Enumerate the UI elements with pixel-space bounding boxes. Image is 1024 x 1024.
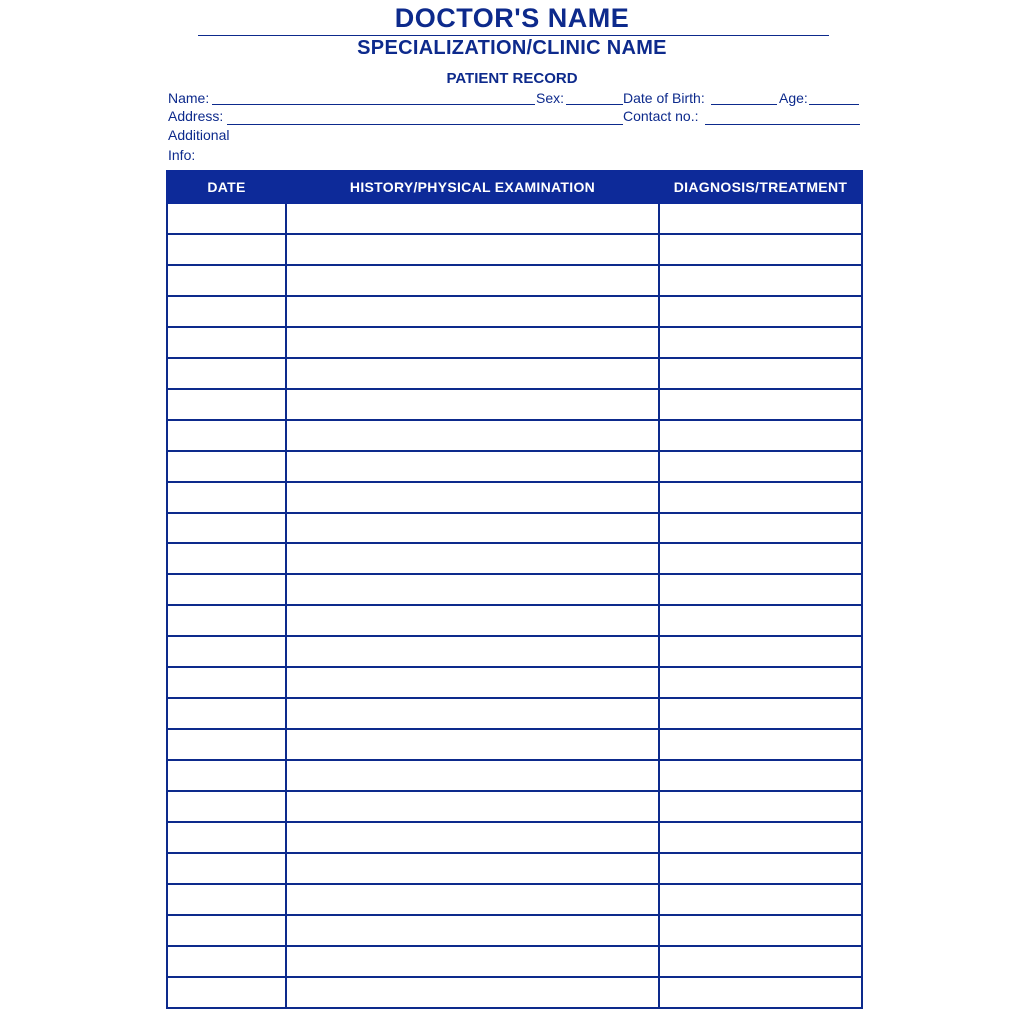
diagnosis-column-header: DIAGNOSIS/TREATMENT — [659, 171, 862, 203]
date-of-birth-field[interactable] — [711, 104, 777, 105]
diagnosis-cell[interactable] — [659, 234, 862, 265]
history-cell[interactable] — [286, 358, 659, 389]
table-row — [167, 482, 862, 513]
table-row — [167, 667, 862, 698]
date-cell[interactable] — [167, 574, 286, 605]
date-cell[interactable] — [167, 327, 286, 358]
history-cell[interactable] — [286, 698, 659, 729]
diagnosis-cell[interactable] — [659, 389, 862, 420]
diagnosis-cell[interactable] — [659, 296, 862, 327]
table-row — [167, 853, 862, 884]
table-row — [167, 234, 862, 265]
table-header-row — [167, 171, 862, 203]
history-cell[interactable] — [286, 420, 659, 451]
contact-label: Contact no.: — [623, 108, 699, 124]
table-row — [167, 265, 862, 296]
patient-record-heading: PATIENT RECORD — [446, 70, 578, 87]
date-cell[interactable] — [167, 698, 286, 729]
additional-label: Additional — [168, 127, 230, 143]
table-row — [167, 977, 862, 1008]
diagnosis-cell[interactable] — [659, 203, 862, 234]
table-row — [167, 574, 862, 605]
table-row — [167, 327, 862, 358]
date-cell[interactable] — [167, 420, 286, 451]
history-cell[interactable] — [286, 543, 659, 574]
date-cell[interactable] — [167, 791, 286, 822]
age-field[interactable] — [809, 104, 859, 105]
history-cell[interactable] — [286, 791, 659, 822]
date-cell[interactable] — [167, 234, 286, 265]
table-row — [167, 203, 862, 234]
history-cell[interactable] — [286, 915, 659, 946]
diagnosis-cell[interactable] — [659, 884, 862, 915]
history-cell[interactable] — [286, 327, 659, 358]
date-cell[interactable] — [167, 543, 286, 574]
age-label: Age: — [779, 90, 808, 106]
info-label: Info: — [168, 147, 196, 163]
history-cell[interactable] — [286, 853, 659, 884]
diagnosis-cell[interactable] — [659, 822, 862, 853]
diagnosis-cell[interactable] — [659, 667, 862, 698]
table-row — [167, 296, 862, 327]
table-row — [167, 915, 862, 946]
date-cell[interactable] — [167, 853, 286, 884]
date-cell[interactable] — [167, 203, 286, 234]
address-label: Address: — [168, 108, 224, 124]
date-cell[interactable] — [167, 451, 286, 482]
history-cell[interactable] — [286, 636, 659, 667]
records-table — [166, 170, 863, 1009]
diagnosis-cell[interactable] — [659, 791, 862, 822]
date-cell[interactable] — [167, 513, 286, 544]
date-cell[interactable] — [167, 760, 286, 791]
history-cell[interactable] — [286, 605, 659, 636]
date-column-header: DATE — [167, 171, 286, 203]
date-cell[interactable] — [167, 822, 286, 853]
diagnosis-cell[interactable] — [659, 760, 862, 791]
diagnosis-cell[interactable] — [659, 327, 862, 358]
date-of-birth-label: Date of Birth: — [623, 90, 705, 106]
name-field[interactable] — [212, 104, 535, 105]
date-cell[interactable] — [167, 977, 286, 1008]
history-cell[interactable] — [286, 482, 659, 513]
history-cell[interactable] — [286, 729, 659, 760]
diagnosis-cell[interactable] — [659, 451, 862, 482]
date-cell[interactable] — [167, 946, 286, 977]
table-row — [167, 791, 862, 822]
date-cell[interactable] — [167, 358, 286, 389]
history-cell[interactable] — [286, 760, 659, 791]
date-cell[interactable] — [167, 915, 286, 946]
diagnosis-cell[interactable] — [659, 482, 862, 513]
table-row — [167, 698, 862, 729]
clinic-name-subtitle: SPECIALIZATION/CLINIC NAME — [357, 37, 667, 59]
history-cell[interactable] — [286, 296, 659, 327]
diagnosis-cell[interactable] — [659, 543, 862, 574]
doctor-name-title: DOCTOR'S NAME — [394, 3, 630, 33]
sex-field[interactable] — [566, 104, 623, 105]
records-body — [167, 203, 862, 1008]
table-row — [167, 543, 862, 574]
diagnosis-cell[interactable] — [659, 636, 862, 667]
diagnosis-cell[interactable] — [659, 853, 862, 884]
history-cell[interactable] — [286, 513, 659, 544]
diagnosis-cell[interactable] — [659, 358, 862, 389]
sex-label: Sex: — [536, 90, 565, 106]
history-column-header: HISTORY/PHYSICAL EXAMINATION — [286, 171, 659, 203]
diagnosis-cell[interactable] — [659, 977, 862, 1008]
date-cell[interactable] — [167, 636, 286, 667]
title-divider — [198, 35, 829, 36]
history-cell[interactable] — [286, 451, 659, 482]
name-label: Name: — [168, 90, 210, 106]
table-row — [167, 513, 862, 544]
history-cell[interactable] — [286, 265, 659, 296]
table-row — [167, 451, 862, 482]
table-row — [167, 884, 862, 915]
history-cell[interactable] — [286, 203, 659, 234]
table-row — [167, 389, 862, 420]
history-cell[interactable] — [286, 667, 659, 698]
diagnosis-cell[interactable] — [659, 605, 862, 636]
history-cell[interactable] — [286, 822, 659, 853]
table-row — [167, 605, 862, 636]
date-cell[interactable] — [167, 389, 286, 420]
diagnosis-cell[interactable] — [659, 946, 862, 977]
diagnosis-cell[interactable] — [659, 915, 862, 946]
diagnosis-cell[interactable] — [659, 513, 862, 544]
date-cell[interactable] — [167, 296, 286, 327]
date-cell[interactable] — [167, 482, 286, 513]
table-row — [167, 729, 862, 760]
history-cell[interactable] — [286, 884, 659, 915]
contact-field[interactable] — [705, 124, 860, 125]
table-row — [167, 760, 862, 791]
date-cell[interactable] — [167, 265, 286, 296]
diagnosis-cell[interactable] — [659, 698, 862, 729]
date-cell[interactable] — [167, 605, 286, 636]
date-cell[interactable] — [167, 729, 286, 760]
diagnosis-cell[interactable] — [659, 265, 862, 296]
diagnosis-cell[interactable] — [659, 574, 862, 605]
table-row — [167, 420, 862, 451]
diagnosis-cell[interactable] — [659, 729, 862, 760]
history-cell[interactable] — [286, 977, 659, 1008]
history-cell[interactable] — [286, 574, 659, 605]
table-row — [167, 946, 862, 977]
table-row — [167, 822, 862, 853]
date-cell[interactable] — [167, 667, 286, 698]
history-cell[interactable] — [286, 389, 659, 420]
history-cell[interactable] — [286, 946, 659, 977]
diagnosis-cell[interactable] — [659, 420, 862, 451]
address-field[interactable] — [227, 124, 623, 125]
table-row — [167, 358, 862, 389]
date-cell[interactable] — [167, 884, 286, 915]
history-cell[interactable] — [286, 234, 659, 265]
table-row — [167, 636, 862, 667]
